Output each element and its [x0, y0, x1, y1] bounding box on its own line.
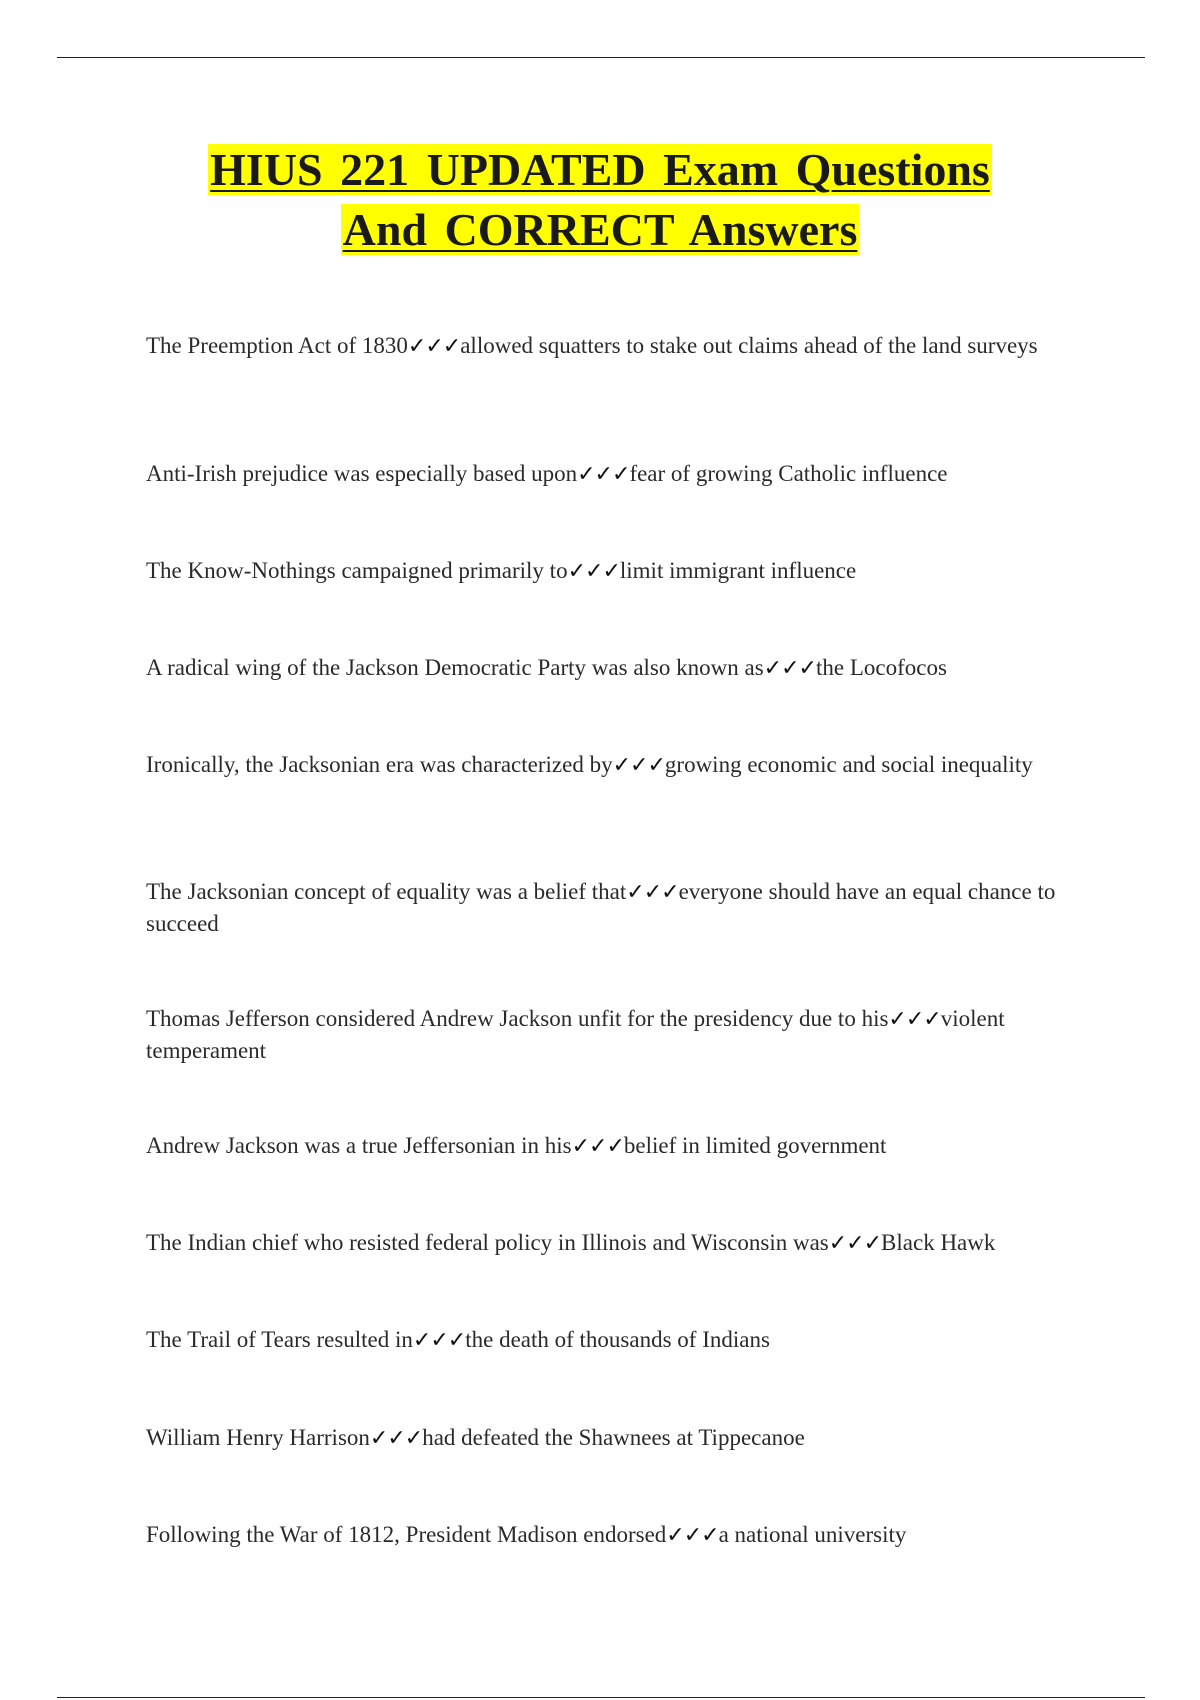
answer-text: fear of growing Catholic influence — [629, 461, 948, 486]
qa-item — [146, 749, 1066, 781]
qa-item — [146, 1324, 1066, 1356]
check-icon: ✓✓✓ — [612, 753, 665, 778]
answer-text: allowed squatters to stake out claims ahead of the land surveys — [460, 333, 1038, 358]
check-icon: ✓✓✓ — [567, 559, 620, 584]
check-icon: ✓✓✓ — [626, 880, 679, 905]
qa-item — [146, 330, 1066, 362]
answer-text: violent temperament — [146, 1006, 1005, 1063]
check-icon: ✓✓✓ — [888, 1007, 941, 1032]
top-rule — [57, 57, 1145, 58]
question-text: Thomas Jefferson considered Andrew Jackson unfit for the presidency due to his — [146, 1006, 889, 1031]
title-line-1: HIUS 221 UPDATED Exam Questions — [210, 144, 990, 195]
qa-item — [146, 555, 1066, 587]
check-icon: ✓✓✓ — [577, 462, 630, 487]
answer-text: had defeated the Shawnees at Tippecanoe — [422, 1425, 805, 1450]
answer-text: Black Hawk — [881, 1230, 996, 1255]
question-text: The Know-Nothings campaigned primarily to — [146, 558, 568, 583]
answer-text: the death of thousands of Indians — [465, 1327, 770, 1352]
check-icon: ✓✓✓ — [369, 1426, 423, 1451]
qa-item — [146, 458, 1066, 490]
check-icon: ✓✓✓ — [412, 1328, 466, 1353]
qa-item — [146, 1519, 1066, 1551]
document-title — [0, 140, 1200, 260]
question-text: Ironically, the Jacksonian era was characterized by — [146, 752, 613, 777]
question-text: The Trail of Tears resulted in — [146, 1327, 413, 1352]
answer-text: growing economic and social inequality — [664, 752, 1033, 777]
bottom-rule — [57, 1697, 1145, 1698]
check-icon: ✓✓✓ — [666, 1523, 719, 1548]
question-text: A radical wing of the Jackson Democratic Party was also known as — [146, 655, 764, 680]
answer-text: limit immigrant influence — [619, 558, 857, 583]
question-text: William Henry Harrison — [146, 1425, 370, 1450]
question-text: The Jacksonian concept of equality was a belief that — [146, 879, 627, 904]
qa-item — [146, 652, 1066, 684]
qa-item — [146, 1003, 1066, 1066]
check-icon: ✓✓✓ — [763, 656, 816, 681]
check-icon: ✓✓✓ — [828, 1231, 882, 1256]
answer-text: the Locofocos — [815, 655, 947, 680]
question-text: The Preemption Act of 1830 — [146, 333, 408, 358]
check-icon: ✓✓✓ — [571, 1134, 624, 1159]
question-text: Anti-Irish prejudice was especially based upon — [146, 461, 578, 486]
answer-text: belief in limited government — [623, 1133, 887, 1158]
answer-text: a national university — [718, 1522, 907, 1547]
title-line-2: And CORRECT Answers — [342, 204, 858, 255]
question-text: Andrew Jackson was a true Jeffersonian in his — [146, 1133, 572, 1158]
check-icon: ✓✓✓ — [407, 334, 461, 359]
question-text: Following the War of 1812, President Madison endorsed — [146, 1522, 667, 1547]
qa-item — [146, 876, 1066, 939]
qa-item — [146, 1422, 1066, 1454]
qa-item — [146, 1227, 1066, 1259]
qa-item — [146, 1130, 1066, 1162]
answer-text: everyone should have an equal chance to succeed — [146, 879, 1056, 936]
question-text: The Indian chief who resisted federal policy in Illinois and Wisconsin was — [146, 1230, 829, 1255]
